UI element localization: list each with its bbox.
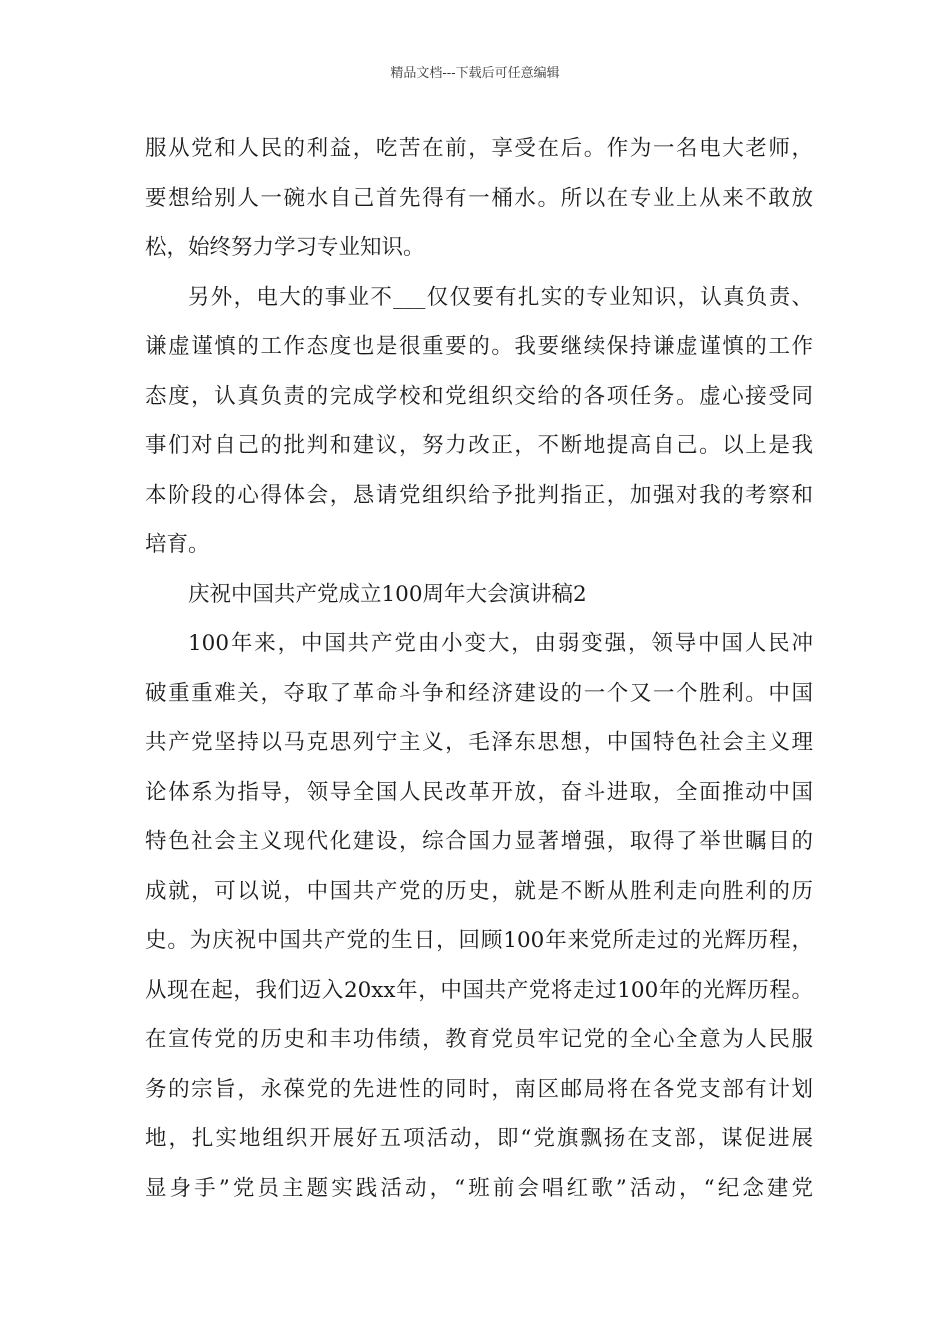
text-line: 要想给别人一碗水自己首先得有一桶水。所以在专业上从来不敢放 [145,185,813,211]
text-line: 成就，可以说，中国共产党的历史，就是不断从胜利走向胜利的历 [145,878,813,904]
document-body [145,124,813,1213]
text-line: 破重重难关，夺取了革命斗争和经济建设的一个又一个胜利。中国 [145,680,813,706]
text-line: 本阶段的心得体会，恳请党组织给予批判指正，加强对我的考察和 [145,482,813,508]
text-line: 谦虚谨慎的工作态度也是很重要的。我要继续保持谦虚谨慎的工作 [145,334,813,359]
text-line: 事们对自己的批判和建议，努力改正，不断地提高自己。以上是我 [145,433,813,458]
paragraph [145,619,813,1213]
paragraph [145,273,813,570]
page-header: 精品文档---下载后可任意编辑 [390,66,560,81]
text-line: 100年来，中国共产党由小变大，由弱变强，领导中国人民冲 [188,631,813,656]
text-line: 务的宗旨，永葆党的先进性的同时，南区邮局将在各党支部有计划 [145,1076,813,1102]
text-line: 态度，认真负责的完成学校和党组织交给的各项任务。虚心接受同 [145,383,813,409]
text-line: 服从党和人民的利益，吃苦在前，享受在后。作为一名电大老师， [145,136,813,161]
paragraph [145,124,813,273]
text-line: 共产党坚持以马克思列宁主义，毛泽东思想，中国特色社会主义理 [145,730,813,755]
text-line: 另外，电大的事业不___仅仅要有扎实的专业知识，认真负责、 [188,284,813,310]
text-line: 培育。 [145,532,210,557]
text-line: 庆祝中国共产党成立100周年大会演讲稿2 [188,581,587,607]
text-line: 在宣传党的历史和丰功伟绩，教育党员牢记党的全心全意为人民服 [145,1027,813,1052]
text-line: 史。为庆祝中国共产党的生日，回顾100年来党所走过的光辉历程， [145,928,813,953]
text-line: 论体系为指导，领导全国人民改革开放，奋斗进取，全面推动中国 [145,779,813,805]
text-line: 从现在起，我们迈入20xx年，中国共产党将走过100年的光辉历程。 [145,977,813,1003]
section-title [145,570,813,620]
text-line: 地，扎实地组织开展好五项活动，即“党旗飘扬在支部，谋促进展 [145,1126,813,1151]
text-line: 特色社会主义现代化建设，综合国力显著增强，取得了举世瞩目的 [145,829,813,854]
text-line: 松，始终努力学习专业知识。 [145,235,425,260]
text-line: 显身手”党员主题实践活动，“班前会唱红歌”活动，“纪念建党 [145,1175,813,1201]
